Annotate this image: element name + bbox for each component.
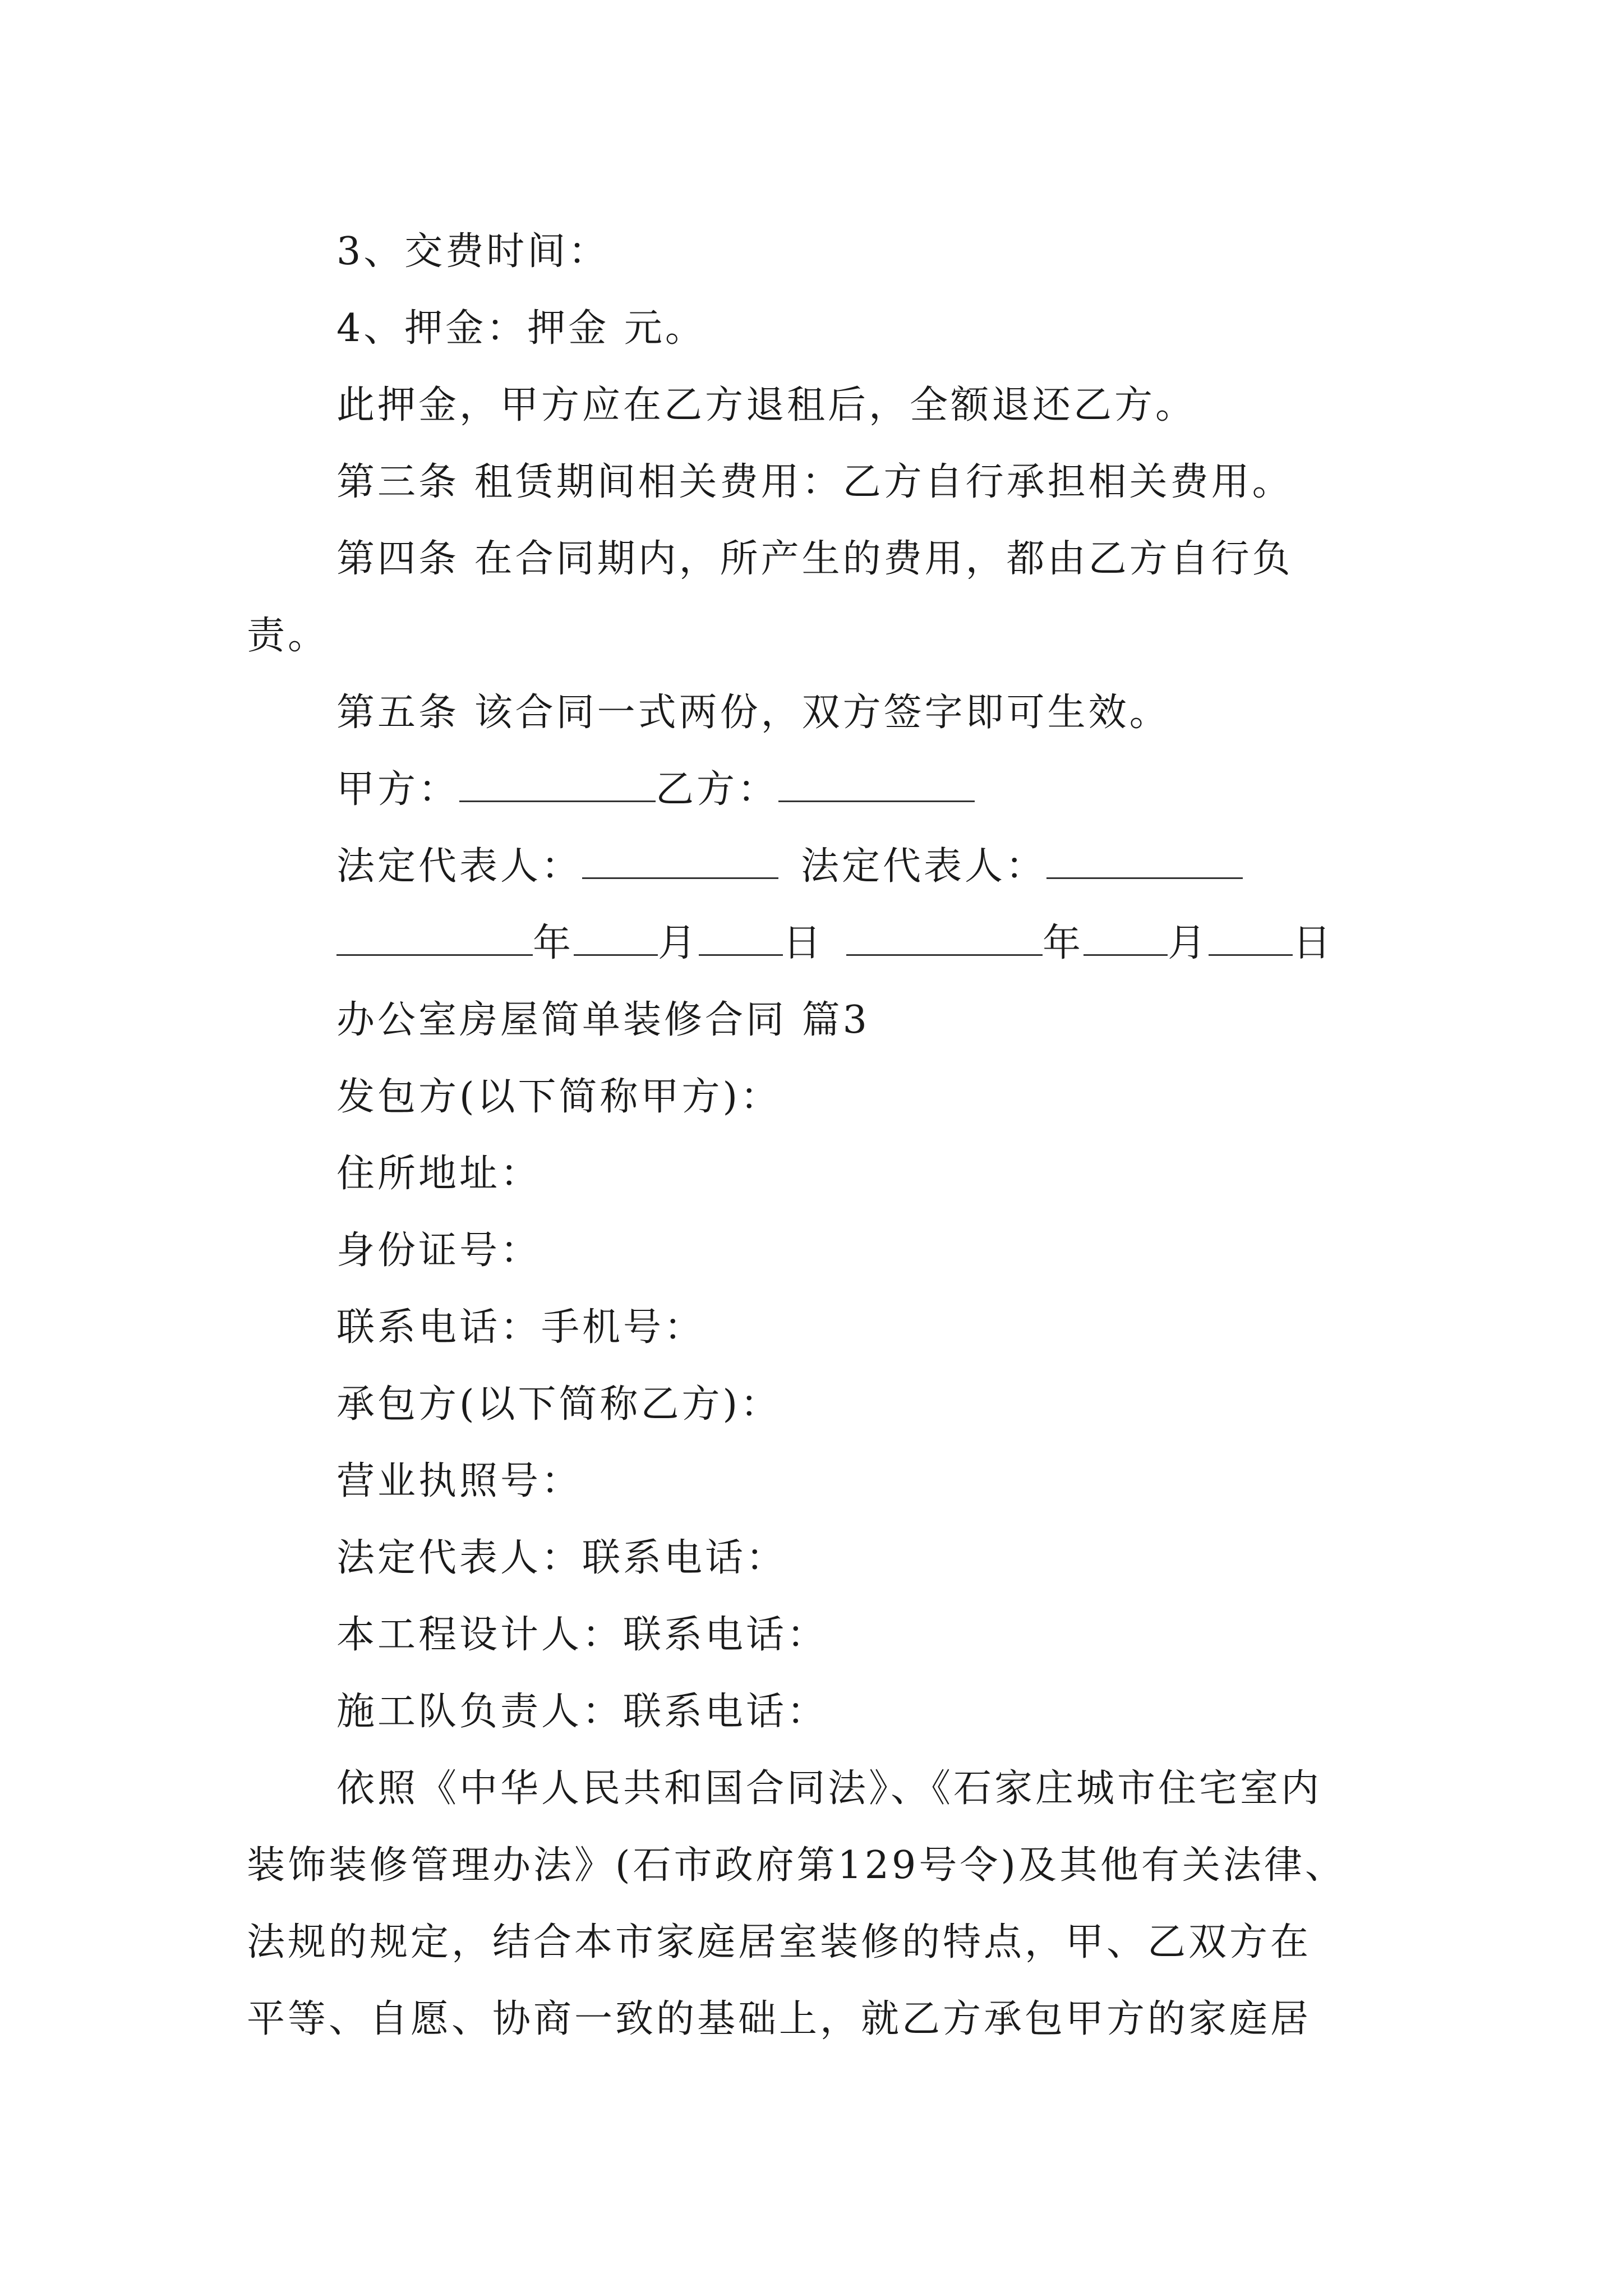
signature-parties-line <box>247 751 1385 828</box>
year-a-blank <box>336 919 533 956</box>
section-3-title: 办公室房屋简单装修合同 篇3 <box>336 998 870 1042</box>
business-license-line: 营业执照号： <box>336 1459 583 1503</box>
article-4-line: 第四条 在合同期内，所产生的费用，都由乙方自行负 <box>336 537 1293 581</box>
day-a-blank <box>699 919 783 956</box>
month-b-label: 月 <box>1168 921 1209 965</box>
document-body <box>247 213 1385 2058</box>
article-5-line: 第五条 该合同一式两份，双方签字即可生效。 <box>336 691 1170 735</box>
year-a-label: 年 <box>533 921 574 965</box>
contractor-client-line: 发包方(以下简称甲方)： <box>336 1075 782 1119</box>
year-b-label: 年 <box>1043 921 1084 965</box>
day-b-blank <box>1209 919 1293 956</box>
month-b-blank <box>1083 919 1168 956</box>
address-line: 住所地址： <box>336 1152 542 1196</box>
deposit-line: 4、押金：押金 元。 <box>336 306 706 351</box>
team-lead-phone-line: 施工队负责人：联系电话： <box>336 1690 828 1734</box>
year-b-blank <box>846 919 1043 956</box>
month-a-label: 月 <box>658 921 699 965</box>
legal-rep-b-label: 法定代表人： <box>801 844 1047 889</box>
paragraph-line-1: 依照《中华人民共和国合同法》、《石家庄城市住宅室内 <box>336 1766 1322 1811</box>
month-a-blank <box>574 919 658 956</box>
day-b-label: 日 <box>1293 921 1334 965</box>
id-number-line: 身份证号： <box>336 1228 542 1273</box>
party-b-blank <box>778 766 975 802</box>
party-a-blank <box>459 766 656 802</box>
contractor-line: 承包方(以下简称乙方)： <box>336 1382 782 1427</box>
paragraph-line-2: 装饰装修管理办法》(石市政府第129号令)及其他有关法律、 <box>247 1843 1346 1888</box>
article-4-continuation: 责。 <box>247 614 329 658</box>
paragraph-line-3: 法规的规定，结合本市家庭居室装修的特点，甲、乙双方在 <box>247 1920 1312 1964</box>
date-line <box>247 905 1385 982</box>
party-b-label: 乙方： <box>656 767 779 812</box>
payment-time-line: 3、交费时间： <box>336 229 610 274</box>
phone-line: 联系电话：手机号： <box>336 1305 706 1350</box>
legal-rep-b-blank <box>1046 843 1243 879</box>
designer-phone-line: 本工程设计人：联系电话： <box>336 1613 828 1657</box>
legal-rep-line <box>247 828 1385 905</box>
legal-rep-a-blank <box>582 843 778 879</box>
deposit-refund-line: 此押金，甲方应在乙方退租后，全额退还乙方。 <box>336 383 1197 427</box>
day-a-label: 日 <box>783 921 824 965</box>
article-3-line: 第三条 租赁期间相关费用：乙方自行承担相关费用。 <box>336 460 1293 504</box>
legal-rep-a-label: 法定代表人： <box>336 844 583 889</box>
paragraph-line-4: 平等、自愿、协商一致的基础上，就乙方承包甲方的家庭居 <box>247 1997 1312 2041</box>
legal-rep-phone-line: 法定代表人：联系电话： <box>336 1536 787 1580</box>
party-a-label: 甲方： <box>336 767 460 812</box>
